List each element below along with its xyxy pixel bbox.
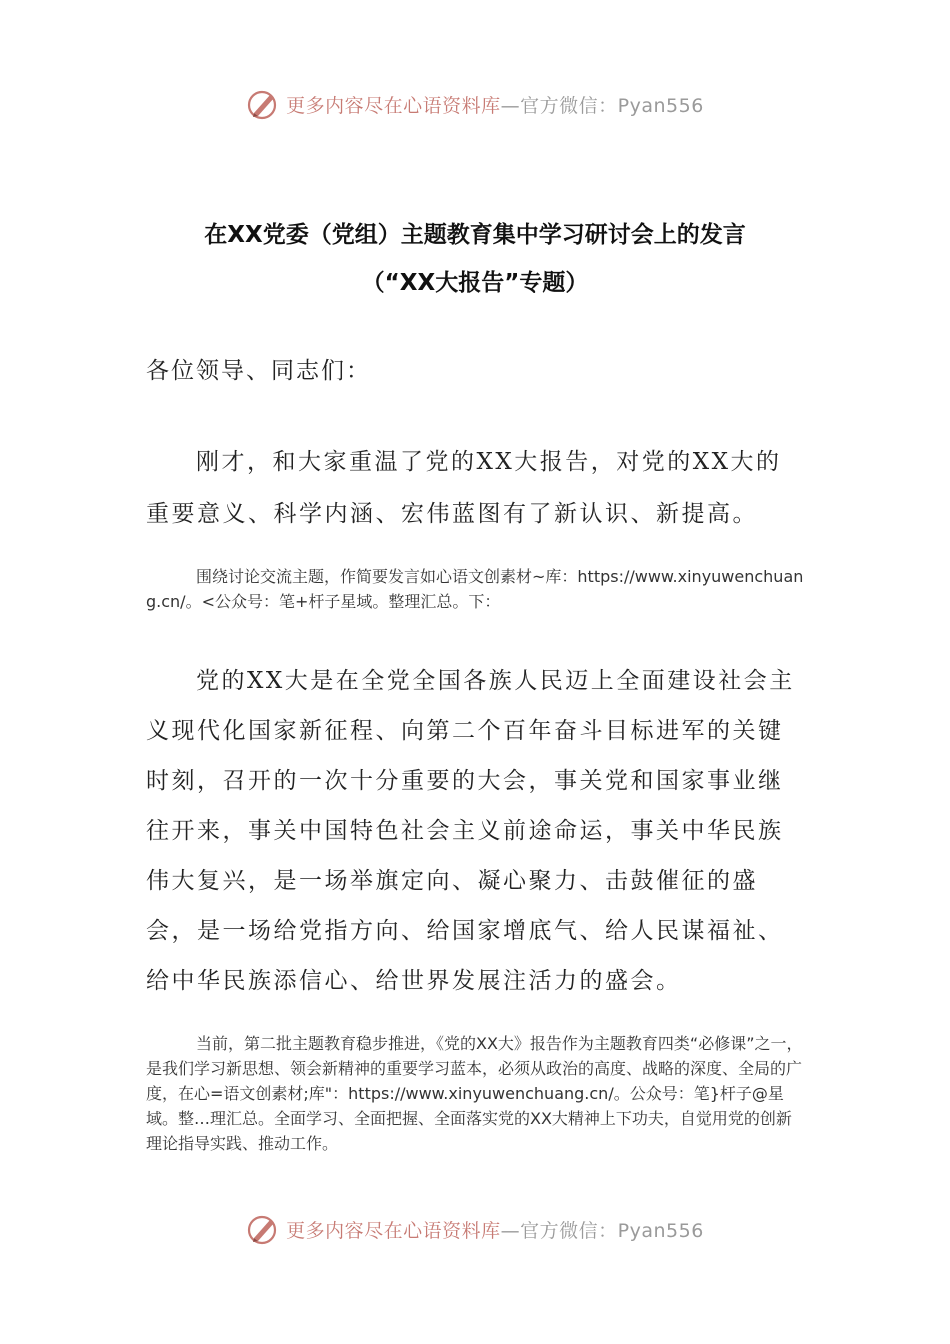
banner-suffix-text: —官方微信：Pyan556 [500,1219,704,1242]
note-paragraph-1: 围绕讨论交流主题，作简要发言如心语文创素材~库：https://www.xinyuwenchuang.cn/。<公众号：笔+杆子星域。整理汇总。下： [146,567,804,611]
banner-main-text: 更多内容尽在心语资料库 [286,94,501,117]
salutation: 各位领导、同志们： [146,358,371,384]
paragraph-opening: 刚才，和大家重温了党的XX大报告，对党的XX大的重要意义、科学内涵、宏伟蓝图有了新认识、新提高。 [146,449,782,527]
pen-logo-icon [246,1212,280,1246]
paragraph-main: 党的XX大是在全党全国各族人民迈上全面建设社会主义现代化国家新征程、向第二个百年奋斗目标进军的关键时刻，召开的一次十分重要的大会，事关党和国家事业继往开来，事关中国特色社会主义前途命运，事关中华民族伟大复兴，是一场举旗定向、凝心聚力、击鼓催征的盛会，是一场给党指方向、给国家增底气、给人民谋福祉、给中华民族添信心、给世界发展注活力的盛会。 [146,668,795,994]
banner-text [286,1216,704,1243]
banner-main-text: 更多内容尽在心语资料库 [286,1219,501,1242]
header-banner [0,84,950,124]
note-paragraph-2: 当前，第二批主题教育稳步推进，《党的XX大》报告作为主题教育四类“必修课”之一，是我们学习新思想、领会新精神的重要学习蓝本，必须从政治的高度、战略的深度、全局的广度，在心=语文创素材;库"：https://www.xinyuwenchuang.cn/。公众号：笔}杆子@星域。整…理汇总。全面学习、全面把握、全面落实党的XX大精神上下功夫，自觉用党的创新理论指导实践、推动工作。 [146,1034,803,1153]
document-title: 在XX党委（党组）主题教育集中学习研讨会上的发言 [204,222,746,248]
document-subtitle: （“XX大报告”专题） [361,270,589,296]
pen-logo-icon [246,87,280,121]
footer-banner [0,1209,950,1249]
banner-suffix-text: —官方微信：Pyan556 [500,94,704,117]
banner-text [286,91,704,118]
